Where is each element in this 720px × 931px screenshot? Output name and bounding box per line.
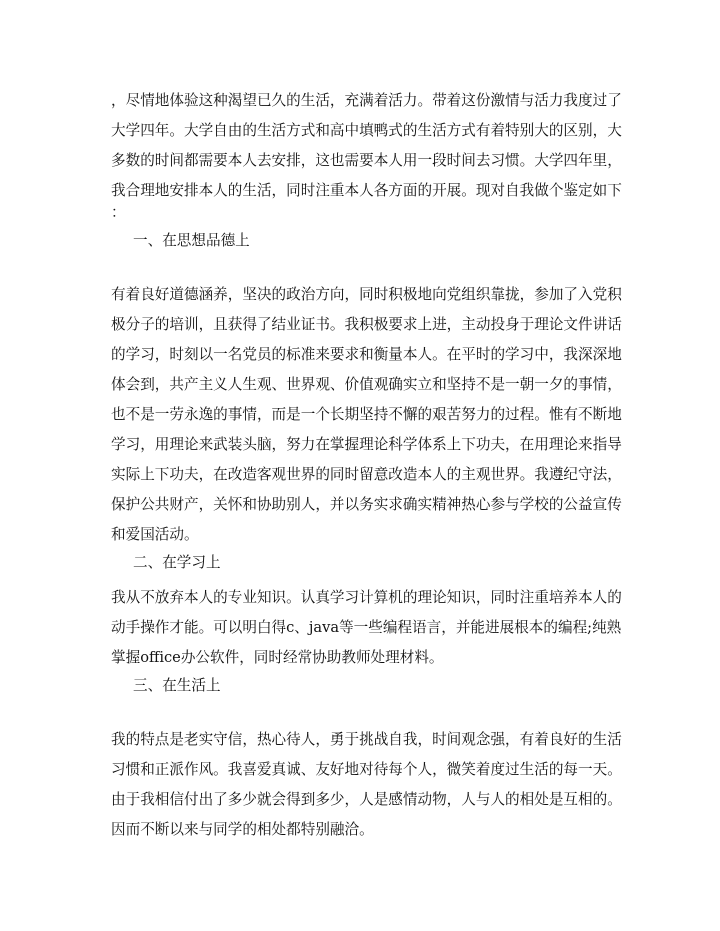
section-1-line-2: 极分子的培训，且获得了结业证书。我积极要求上进，主动投身于理论文件讲话 (111, 316, 622, 333)
intro-line-4: 我合理地安排本人的生活，同时注重本人各方面的开展。现对自我做个鉴定如下 (111, 182, 622, 199)
section-3-line-3: 由于我相信付出了多少就会得到多少，人是感情动物，人与人的相处是互相的。 (111, 791, 622, 808)
section-1-line-1: 有着良好道德涵养，坚决的政治方向，同时积极地向党组织靠拢，参加了入党积 (111, 286, 622, 303)
intro-line-5: ： (111, 204, 126, 221)
section-1-line-5: 也不是一劳永逸的事情，而是一个长期坚持不懈的艰苦努力的过程。惟有不断地 (111, 406, 622, 423)
section-1-line-6: 学习，用理论来武装头脑，努力在掌握理论科学体系上下功夫，在用理论来指导 (111, 436, 622, 453)
section-heading-life: 三、在生活上 (133, 677, 221, 694)
section-1-line-8: 保护公共财产，关怀和协助别人，并以务实求确实精神热心参与学校的公益宣传 (111, 496, 622, 513)
section-3-line-4: 因而不断以来与同学的相处都特别融洽。 (111, 821, 374, 838)
section-2-line-1: 我从不放弃本人的专业知识。认真学习计算机的理论知识，同时注重培养本人的 (111, 589, 622, 606)
section-heading-moral: 一、在思想品德上 (133, 232, 250, 249)
intro-line-1: ，尽情地体验这种渴望已久的生活，充满着活力。带着这份激情与活力我度过了 (111, 92, 622, 109)
section-1-line-9: 和爱国活动。 (111, 526, 199, 543)
section-heading-study: 二、在学习上 (133, 554, 221, 571)
section-2-line-2: 动手操作才能。可以明白得c、java等一些编程语言，并能进展根本的编程;纯熟 (111, 619, 622, 636)
section-2-line-3: 掌握office办公软件，同时经常协助教师处理材料。 (111, 649, 444, 666)
section-1-line-4: 体会到，共产主义人生观、世界观、价值观确实立和坚持不是一朝一夕的事情， (111, 376, 622, 393)
intro-line-2: 大学四年。大学自由的生活方式和高中填鸭式的生活方式有着特别大的区别，大 (111, 122, 622, 139)
section-3-line-2: 习惯和正派作风。我喜爱真诚、友好地对待每个人，微笑着度过生活的每一天。 (111, 761, 622, 778)
section-1-line-3: 的学习，时刻以一名党员的标准来要求和衡量本人。在平时的学习中，我深深地 (111, 346, 622, 363)
section-1-line-7: 实际上下功夫，在改造客观世界的同时留意改造本人的主观世界。我遵纪守法， (111, 466, 622, 483)
section-3-line-1: 我的特点是老实守信，热心待人，勇于挑战自我，时间观念强，有着良好的生活 (111, 731, 622, 748)
intro-line-3: 多数的时间都需要本人去安排，这也需要本人用一段时间去习惯。大学四年里， (111, 152, 622, 169)
